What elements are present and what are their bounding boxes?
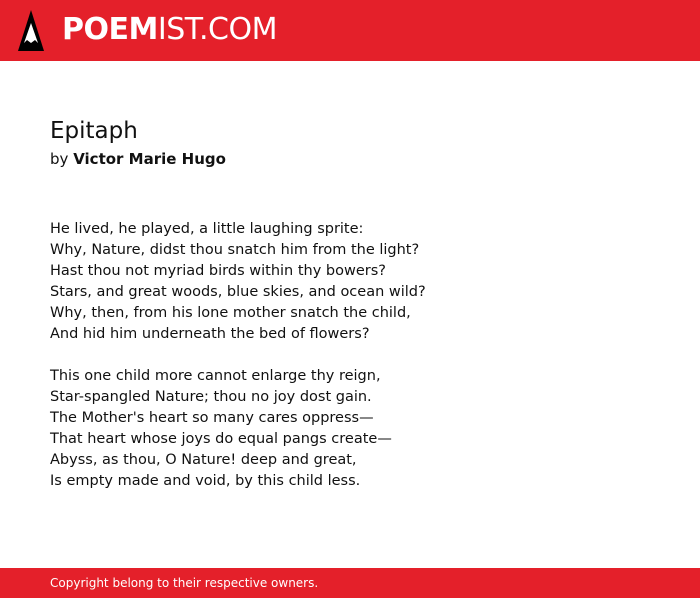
site-header — [0, 0, 700, 61]
logo-light-text: IST.COM — [157, 12, 277, 47]
poem-line: Abyss, as thou, O Nature! deep and great, — [50, 452, 357, 468]
poem-line: Why, Nature, didst thou snatch him from the light? — [50, 242, 420, 258]
stanza — [50, 219, 670, 345]
logo-bold-text: POEM — [62, 12, 158, 47]
poem-line: Stars, and great woods, blue skies, and ocean wild? — [50, 284, 426, 300]
stanza — [50, 366, 670, 492]
pencil-logo-icon[interactable] — [18, 10, 44, 51]
poem-line: And hid him underneath the bed of flowers? — [50, 326, 370, 342]
byline — [50, 148, 226, 170]
poem-line: Hast thou not myriad birds within thy bowers? — [50, 263, 386, 279]
site-logo[interactable] — [62, 11, 277, 49]
site-footer — [0, 568, 700, 598]
author-name: Victor Marie Hugo — [73, 150, 226, 168]
poem-title: Epitaph — [50, 118, 138, 144]
poem-line: The Mother's heart so many cares oppress— — [50, 410, 374, 426]
copyright-text: Copyright belong to their respective owners. — [50, 576, 319, 590]
poem-line: Is empty made and void, by this child less. — [50, 473, 361, 489]
poem-line: Why, then, from his lone mother snatch the child, — [50, 305, 411, 321]
poem-line: Star-spangled Nature; thou no joy dost gain. — [50, 389, 372, 405]
by-label: by — [50, 150, 69, 168]
poem-line: This one child more cannot enlarge thy reign, — [50, 368, 381, 384]
poem-line: He lived, he played, a little laughing sprite: — [50, 221, 364, 237]
poem-body — [50, 219, 670, 513]
poem-line: That heart whose joys do equal pangs create— — [50, 431, 392, 447]
